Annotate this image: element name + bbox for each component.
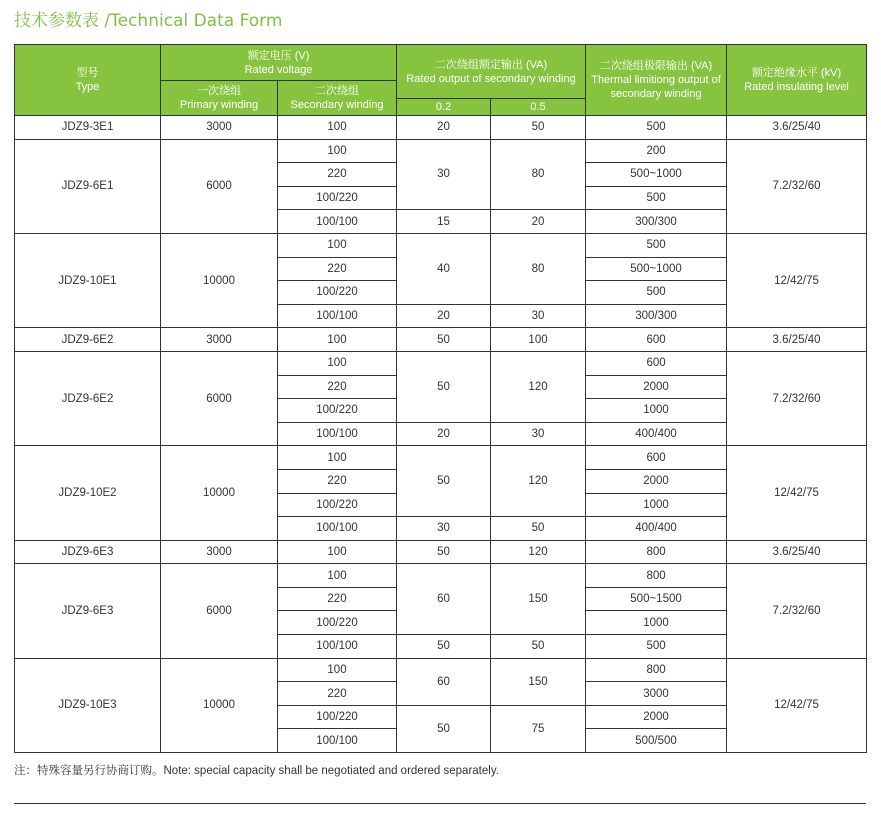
cell-thermal-output: 300/300 bbox=[586, 210, 727, 234]
table-row bbox=[15, 540, 867, 564]
cell-thermal-output: 500 bbox=[586, 186, 727, 210]
cell-secondary-voltage: 100 bbox=[278, 233, 397, 257]
cell-insulation-level: 12/42/75 bbox=[727, 658, 867, 752]
cell-thermal-output: 2000 bbox=[586, 469, 727, 493]
cell-secondary-voltage: 220 bbox=[278, 163, 397, 187]
cell-secondary-voltage: 100 bbox=[278, 658, 397, 682]
cell-insulation-level: 3.6/25/40 bbox=[727, 328, 867, 352]
cell-secondary-voltage: 220 bbox=[278, 587, 397, 611]
cell-secondary-voltage: 100/100 bbox=[278, 422, 397, 446]
cell-output-0-5: 30 bbox=[491, 422, 586, 446]
table-row bbox=[15, 658, 867, 682]
cell-primary-voltage: 10000 bbox=[161, 658, 278, 752]
cell-insulation-level: 3.6/25/40 bbox=[727, 116, 867, 140]
header-rated-voltage bbox=[161, 45, 397, 81]
cell-type: JDZ9-6E2 bbox=[15, 351, 161, 445]
cell-thermal-output: 500~1000 bbox=[586, 163, 727, 187]
cell-output-0-5: 120 bbox=[491, 351, 586, 422]
cell-secondary-voltage: 100/220 bbox=[278, 493, 397, 517]
cell-output-0-5: 120 bbox=[491, 446, 586, 517]
cell-output-0-2: 20 bbox=[397, 304, 491, 328]
cell-thermal-output: 800 bbox=[586, 540, 727, 564]
cell-thermal-output: 500/500 bbox=[586, 729, 727, 753]
cell-type: JDZ9-10E3 bbox=[15, 658, 161, 752]
cell-output-0-2: 50 bbox=[397, 705, 491, 752]
cell-insulation-level: 7.2/32/60 bbox=[727, 564, 867, 658]
cell-output-0-5: 120 bbox=[491, 540, 586, 564]
header-primary-winding bbox=[161, 81, 278, 116]
table-row bbox=[15, 233, 867, 257]
cell-secondary-voltage: 220 bbox=[278, 682, 397, 706]
table-row bbox=[15, 351, 867, 375]
cell-type: JDZ9-6E2 bbox=[15, 328, 161, 352]
page-title: 技术参数表 /Technical Data Form bbox=[14, 11, 283, 31]
cell-output-0-5: 20 bbox=[491, 210, 586, 234]
cell-secondary-voltage: 220 bbox=[278, 257, 397, 281]
cell-output-0-5: 30 bbox=[491, 304, 586, 328]
cell-thermal-output: 500 bbox=[586, 281, 727, 305]
cell-secondary-voltage: 100/220 bbox=[278, 705, 397, 729]
header-type-cn: 型号 bbox=[76, 67, 99, 79]
cell-thermal-output: 200 bbox=[586, 139, 727, 163]
header-rated-output bbox=[397, 45, 586, 99]
cell-secondary-voltage: 100 bbox=[278, 116, 397, 140]
cell-secondary-voltage: 220 bbox=[278, 375, 397, 399]
header-secondary-en: Secondary winding bbox=[290, 99, 384, 111]
header-class-0-2: 0.2 bbox=[397, 99, 491, 116]
cell-output-0-2: 50 bbox=[397, 446, 491, 517]
cell-thermal-output: 600 bbox=[586, 328, 727, 352]
cell-secondary-voltage: 100/100 bbox=[278, 635, 397, 659]
table-body bbox=[15, 116, 867, 753]
table-row bbox=[15, 139, 867, 163]
cell-thermal-output: 1000 bbox=[586, 493, 727, 517]
cell-type: JDZ9-10E2 bbox=[15, 446, 161, 540]
cell-thermal-output: 500 bbox=[586, 116, 727, 140]
cell-output-0-2: 20 bbox=[397, 116, 491, 140]
cell-output-0-2: 50 bbox=[397, 351, 491, 422]
cell-secondary-voltage: 100 bbox=[278, 446, 397, 470]
table-row bbox=[15, 116, 867, 140]
cell-primary-voltage: 6000 bbox=[161, 139, 278, 233]
cell-output-0-2: 50 bbox=[397, 540, 491, 564]
cell-thermal-output: 300/300 bbox=[586, 304, 727, 328]
cell-primary-voltage: 3000 bbox=[161, 328, 278, 352]
header-secondary-cn: 二次绕组 bbox=[315, 85, 359, 97]
cell-thermal-output: 800 bbox=[586, 564, 727, 588]
cell-output-0-5: 80 bbox=[491, 233, 586, 304]
cell-thermal-output: 1000 bbox=[586, 399, 727, 423]
cell-secondary-voltage: 100 bbox=[278, 564, 397, 588]
cell-secondary-voltage: 100/100 bbox=[278, 304, 397, 328]
cell-type: JDZ9-6E1 bbox=[15, 139, 161, 233]
cell-secondary-voltage: 100 bbox=[278, 540, 397, 564]
cell-secondary-voltage: 100/220 bbox=[278, 399, 397, 423]
cell-output-0-2: 15 bbox=[397, 210, 491, 234]
cell-output-0-5: 50 bbox=[491, 517, 586, 541]
table-row bbox=[15, 564, 867, 588]
header-insulation bbox=[727, 45, 867, 116]
cell-primary-voltage: 3000 bbox=[161, 116, 278, 140]
cell-primary-voltage: 10000 bbox=[161, 446, 278, 540]
bottom-divider bbox=[14, 803, 866, 804]
cell-secondary-voltage: 100/100 bbox=[278, 210, 397, 234]
cell-type: JDZ9-10E1 bbox=[15, 233, 161, 327]
header-primary-cn: 一次绕组 bbox=[197, 85, 241, 97]
cell-thermal-output: 600 bbox=[586, 446, 727, 470]
cell-type: JDZ9-6E3 bbox=[15, 564, 161, 658]
cell-thermal-output: 500~1500 bbox=[586, 587, 727, 611]
cell-thermal-output: 500~1000 bbox=[586, 257, 727, 281]
cell-secondary-voltage: 100/220 bbox=[278, 611, 397, 635]
cell-primary-voltage: 3000 bbox=[161, 540, 278, 564]
cell-thermal-output: 500 bbox=[586, 635, 727, 659]
cell-primary-voltage: 6000 bbox=[161, 351, 278, 445]
header-secondary-winding bbox=[278, 81, 397, 116]
cell-insulation-level: 12/42/75 bbox=[727, 446, 867, 540]
cell-output-0-5: 150 bbox=[491, 564, 586, 635]
header-insulation-en: Rated insulating level bbox=[744, 81, 849, 93]
header-type bbox=[15, 45, 161, 116]
cell-output-0-2: 40 bbox=[397, 233, 491, 304]
cell-output-0-2: 60 bbox=[397, 658, 491, 705]
header-thermal-output-en: Thermal limitiong output of secondary winding bbox=[591, 74, 721, 100]
cell-output-0-2: 30 bbox=[397, 139, 491, 210]
cell-secondary-voltage: 100 bbox=[278, 351, 397, 375]
cell-secondary-voltage: 100/220 bbox=[278, 281, 397, 305]
header-rated-voltage-cn: 额定电压 (V) bbox=[247, 49, 310, 62]
cell-insulation-level: 3.6/25/40 bbox=[727, 540, 867, 564]
cell-thermal-output: 400/400 bbox=[586, 517, 727, 541]
header-class-0-5: 0.5 bbox=[491, 99, 586, 116]
cell-output-0-2: 50 bbox=[397, 635, 491, 659]
header-primary-en: Primary winding bbox=[179, 99, 259, 111]
header-type-en: Type bbox=[75, 81, 100, 93]
technical-data-table bbox=[14, 44, 867, 753]
table-row bbox=[15, 446, 867, 470]
cell-output-0-5: 75 bbox=[491, 705, 586, 752]
cell-type: JDZ9-3E1 bbox=[15, 116, 161, 140]
cell-thermal-output: 1000 bbox=[586, 611, 727, 635]
cell-output-0-2: 30 bbox=[397, 517, 491, 541]
cell-type: JDZ9-6E3 bbox=[15, 540, 161, 564]
header-insulation-cn: 额定绝缘水平 (kV) bbox=[751, 67, 842, 79]
cell-thermal-output: 500 bbox=[586, 233, 727, 257]
cell-primary-voltage: 10000 bbox=[161, 233, 278, 327]
cell-insulation-level: 12/42/75 bbox=[727, 233, 867, 327]
cell-secondary-voltage: 100 bbox=[278, 328, 397, 352]
cell-secondary-voltage: 220 bbox=[278, 469, 397, 493]
cell-secondary-voltage: 100/100 bbox=[278, 517, 397, 541]
table-row bbox=[15, 328, 867, 352]
cell-primary-voltage: 6000 bbox=[161, 564, 278, 658]
cell-thermal-output: 2000 bbox=[586, 705, 727, 729]
cell-output-0-5: 80 bbox=[491, 139, 586, 210]
cell-output-0-5: 150 bbox=[491, 658, 586, 705]
cell-output-0-2: 20 bbox=[397, 422, 491, 446]
cell-secondary-voltage: 100 bbox=[278, 139, 397, 163]
cell-output-0-5: 50 bbox=[491, 116, 586, 140]
header-rated-output-en: Rated output of secondary winding bbox=[406, 72, 576, 85]
cell-insulation-level: 7.2/32/60 bbox=[727, 351, 867, 445]
header-rated-output-cn: 二次绕组额定输出 (VA) bbox=[434, 58, 548, 71]
cell-secondary-voltage: 100/220 bbox=[278, 186, 397, 210]
header-rated-voltage-en: Rated voltage bbox=[244, 63, 313, 76]
header-thermal-output-cn: 二次绕组极限输出 (VA) bbox=[599, 60, 713, 72]
cell-thermal-output: 800 bbox=[586, 658, 727, 682]
cell-output-0-2: 50 bbox=[397, 328, 491, 352]
cell-thermal-output: 3000 bbox=[586, 682, 727, 706]
header-thermal-output bbox=[586, 45, 727, 116]
cell-thermal-output: 2000 bbox=[586, 375, 727, 399]
footnote: 注：特殊容量另行协商订购。Note: special capacity shall be negotiated and ordered separately. bbox=[14, 765, 499, 777]
cell-secondary-voltage: 100/100 bbox=[278, 729, 397, 753]
cell-output-0-5: 100 bbox=[491, 328, 586, 352]
cell-output-0-2: 60 bbox=[397, 564, 491, 635]
cell-output-0-5: 50 bbox=[491, 635, 586, 659]
cell-thermal-output: 600 bbox=[586, 351, 727, 375]
cell-insulation-level: 7.2/32/60 bbox=[727, 139, 867, 233]
cell-thermal-output: 400/400 bbox=[586, 422, 727, 446]
